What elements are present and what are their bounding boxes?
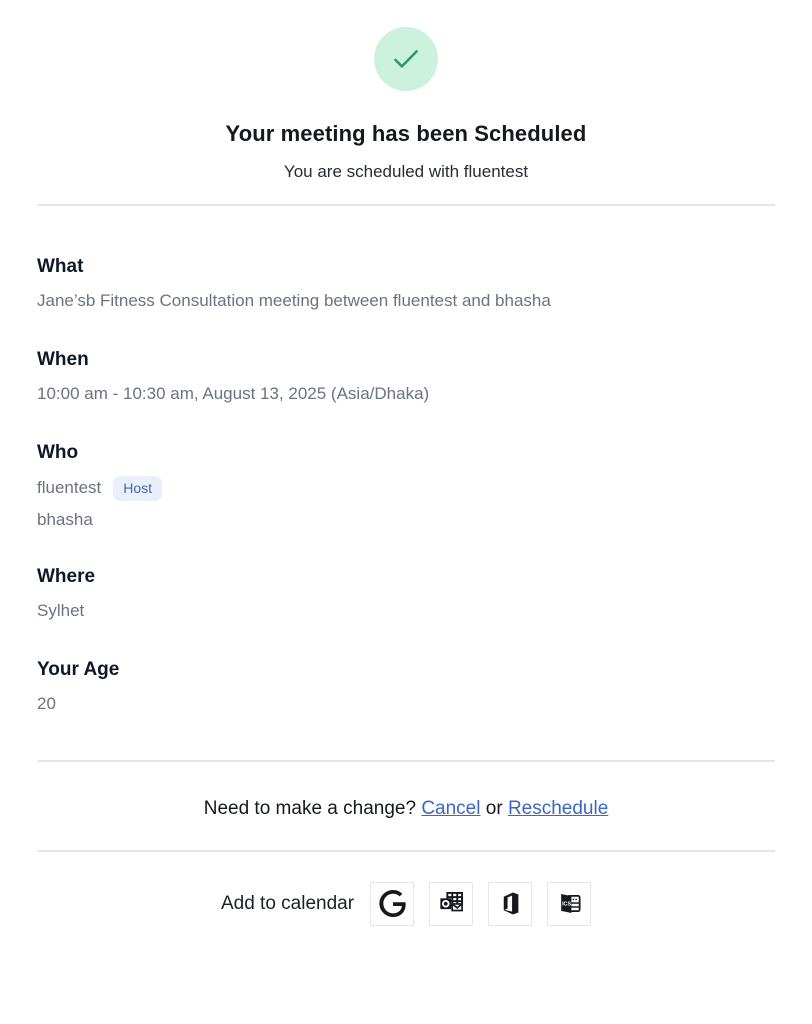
office365-icon [497,890,524,917]
where-value: Sylhet [37,601,85,621]
your-age-label: Your Age [37,659,120,680]
add-to-calendar-row [37,882,775,926]
where-label: Where [37,566,96,588]
host-badge: Host [113,476,162,501]
google-calendar-icon [379,890,406,917]
what-value: Jane’sb Fitness Consultation meeting between fluentest and bhasha [37,291,551,310]
divider-top [37,204,775,206]
when-value: 10:00 am - 10:30 am, August 13, 2025 (Asia/Dhaka) [37,383,430,403]
divider-bottom [37,850,775,852]
section-when [37,349,775,406]
page-subtitle: You are scheduled with fluentest [283,162,529,181]
change-prompt: Need to make a change? [203,797,417,819]
divider-middle [37,760,775,762]
when-label: When [37,348,89,370]
or-text: or [485,797,503,819]
google-calendar-button[interactable] [370,882,414,926]
section-where [37,566,775,623]
reschedule-link[interactable]: Reschedule [507,797,609,819]
change-row [37,798,775,820]
section-who [37,442,775,530]
ics-file-icon [556,890,583,917]
success-check-icon [374,27,438,91]
cancel-link[interactable]: Cancel [421,797,481,819]
host-name: fluentest [37,478,102,498]
outlook-calendar-icon [438,890,465,917]
attendee-row [37,510,775,530]
office365-calendar-button[interactable] [488,882,532,926]
attendee-name: bhasha [37,510,93,530]
what-label: What [37,256,84,277]
your-age-value: 20 [37,694,56,713]
page-title: Your meeting has been Scheduled [225,121,587,146]
ics-download-button[interactable] [547,882,591,926]
section-what [37,256,775,313]
add-to-calendar-label: Add to calendar [220,892,355,914]
host-row [37,476,775,501]
section-your-age [37,659,775,716]
outlook-calendar-button[interactable] [429,882,473,926]
svg-text:ICS: ICS [561,901,571,908]
who-label: Who [37,441,79,463]
